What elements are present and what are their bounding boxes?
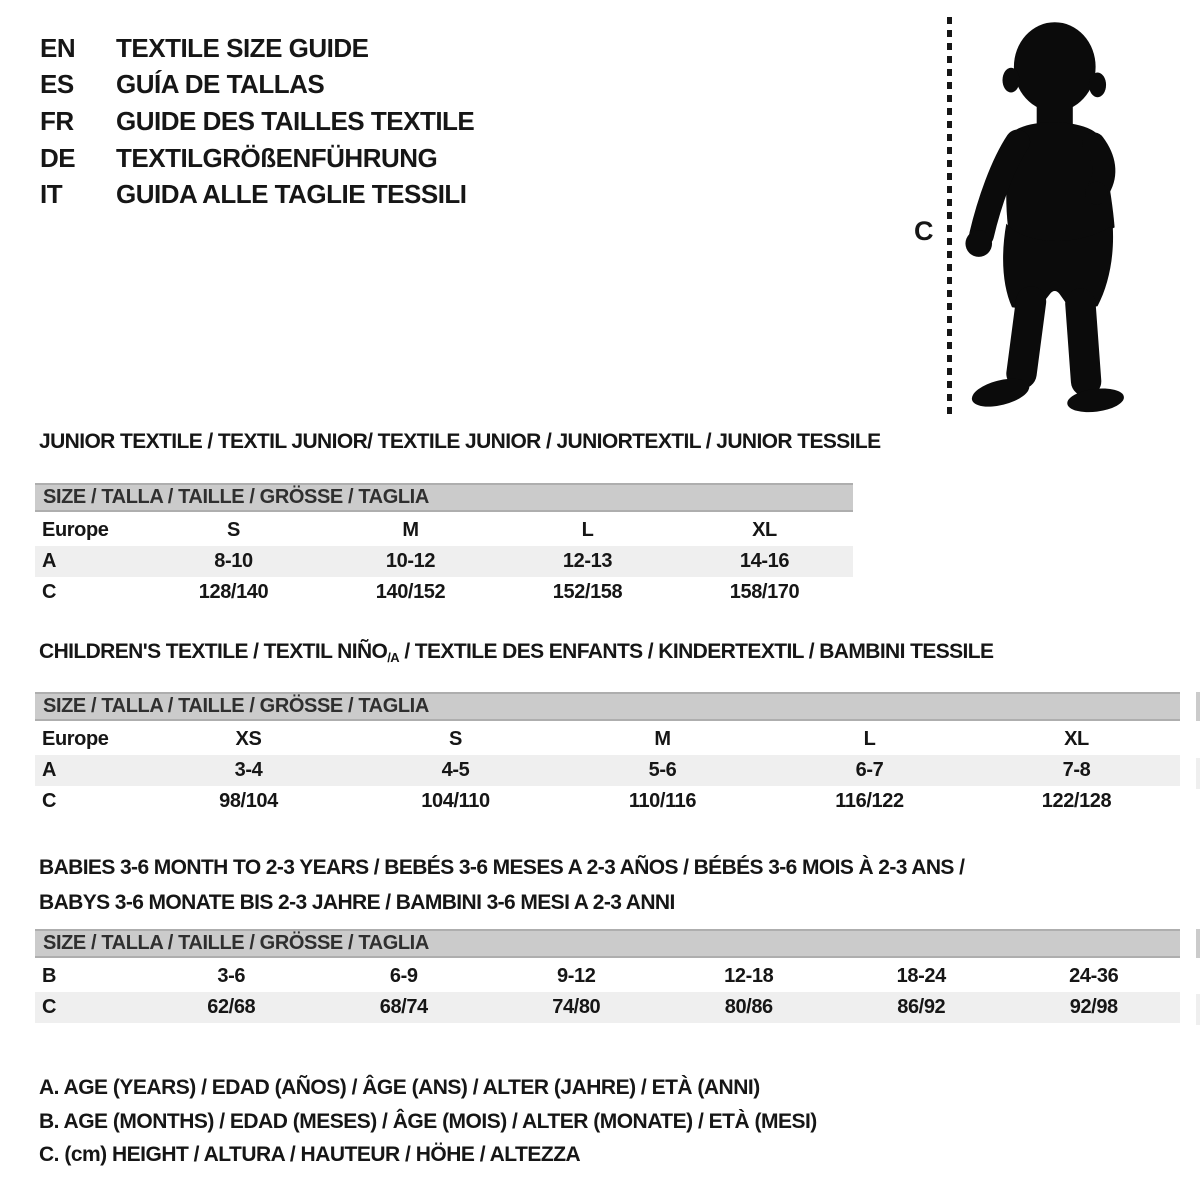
children-section-title xyxy=(39,640,993,665)
age-cell: 6-9 xyxy=(389,965,418,987)
children-title-suffix: / TEXTILE DES ENFANTS / KINDERTEXTIL / BAMBINI TESSILE xyxy=(399,640,994,663)
age-cell: 14-16 xyxy=(739,550,790,572)
language-row-fr xyxy=(40,103,474,140)
size-cell: M xyxy=(402,519,419,541)
language-row-en xyxy=(40,30,474,67)
height-cell: 140/152 xyxy=(375,581,446,603)
height-cell: 104/110 xyxy=(421,790,490,812)
children-size-table xyxy=(35,692,1180,817)
junior-section-title: JUNIOR TEXTILE / TEXTIL JUNIOR/ TEXTILE JUNIOR / JUNIORTEXTIL / JUNIOR TESSILE xyxy=(39,430,881,453)
size-cell: L xyxy=(863,728,876,750)
legend-line-c: C. (cm) HEIGHT / ALTURA / HAUTEUR / HÖHE / ALTEZZA xyxy=(39,1143,581,1166)
age-cell: 9-12 xyxy=(557,965,596,987)
size-cell: S xyxy=(449,728,462,750)
height-measure-dashed-line xyxy=(947,17,952,417)
table-row-height-cm xyxy=(35,992,1180,1023)
age-cell: 4-5 xyxy=(441,759,470,781)
height-cell: 116/122 xyxy=(835,790,904,812)
height-cell: 62/68 xyxy=(207,996,256,1018)
size-cell: XL xyxy=(1064,728,1089,750)
size-header-bar: SIZE / TALLA / TAILLE / GRÖSSE / TAGLIA xyxy=(35,692,1180,721)
row-label: Europe xyxy=(42,519,109,541)
junior-size-table xyxy=(35,483,853,608)
babies-title-line2: BABYS 3-6 MONATE BIS 2-3 JAHRE / BAMBINI 3-6 MESI A 2-3 ANNI xyxy=(39,891,675,914)
size-cell: XL xyxy=(752,519,777,541)
legend-line-b: B. AGE (MONTHS) / EDAD (MESES) / ÂGE (MOIS) / ALTER (MONATE) / ETÀ (MESI) xyxy=(39,1109,817,1133)
table-row-height-cm xyxy=(35,577,853,608)
height-cell: 110/116 xyxy=(628,790,697,812)
guide-title-fr: GUIDE DES TAILLES TEXTILE xyxy=(116,105,475,136)
height-measure-label: C xyxy=(914,216,934,246)
table-row-age-years xyxy=(35,755,1180,786)
size-cell: M xyxy=(654,728,671,750)
guide-title-en: TEXTILE SIZE GUIDE xyxy=(116,32,369,63)
size-cell: XS xyxy=(235,728,262,750)
height-cell: 158/170 xyxy=(729,581,800,603)
age-cell: 24-36 xyxy=(1069,965,1119,987)
height-cell: 80/86 xyxy=(724,996,773,1018)
age-cell: 12-18 xyxy=(724,965,774,987)
age-cell: 10-12 xyxy=(385,550,436,572)
age-cell: 8-10 xyxy=(214,550,253,572)
language-row-de xyxy=(40,140,474,177)
language-code: FR xyxy=(40,105,74,136)
row-label: A xyxy=(42,759,57,781)
table-row-age-months xyxy=(35,961,1180,992)
babies-section-title xyxy=(39,850,964,920)
height-cell: 74/80 xyxy=(552,996,601,1018)
cropped-table-edge-sliver xyxy=(1196,929,1200,958)
row-label: C xyxy=(42,790,57,812)
height-cell: 152/158 xyxy=(552,581,623,603)
age-cell: 7-8 xyxy=(1062,759,1091,781)
guide-title-es: GUÍA DE TALLAS xyxy=(116,69,325,100)
size-header-bar: SIZE / TALLA / TAILLE / GRÖSSE / TAGLIA xyxy=(35,483,853,512)
toddler-silhouette-icon xyxy=(955,14,1145,418)
age-cell: 18-24 xyxy=(896,965,946,987)
language-code: IT xyxy=(40,179,63,210)
row-label: C xyxy=(42,581,57,603)
language-code: ES xyxy=(40,69,74,100)
height-cell: 128/140 xyxy=(198,581,269,603)
age-cell: 6-7 xyxy=(855,759,884,781)
height-cell: 68/74 xyxy=(379,996,428,1018)
height-cell: 98/104 xyxy=(219,790,278,812)
row-label: C xyxy=(42,996,57,1018)
children-title-prefix: CHILDREN'S TEXTILE / TEXTIL NIÑO xyxy=(39,640,388,663)
cropped-table-edge-sliver xyxy=(1196,692,1200,721)
age-cell: 3-4 xyxy=(234,759,263,781)
table-row-age-years xyxy=(35,546,853,577)
cropped-table-edge-sliver xyxy=(1196,758,1200,789)
language-code: EN xyxy=(40,32,76,63)
size-header-bar: SIZE / TALLA / TAILLE / GRÖSSE / TAGLIA xyxy=(35,929,1180,958)
row-label: B xyxy=(42,965,57,987)
height-cell: 122/128 xyxy=(1041,790,1112,812)
language-header xyxy=(40,30,474,213)
table-row-europe xyxy=(35,515,853,546)
measurement-legend xyxy=(39,1071,817,1172)
table-row-height-cm xyxy=(35,786,1180,817)
language-row-it xyxy=(40,176,474,213)
table-row-europe xyxy=(35,724,1180,755)
language-row-es xyxy=(40,67,474,104)
language-code: DE xyxy=(40,142,76,173)
guide-title-de: TEXTILGRÖßENFÜHRUNG xyxy=(116,142,438,173)
row-label: A xyxy=(42,550,57,572)
height-cell: 86/92 xyxy=(897,996,946,1018)
row-label: Europe xyxy=(42,728,109,750)
age-cell: 3-6 xyxy=(217,965,246,987)
age-cell: 5-6 xyxy=(648,759,677,781)
babies-size-table xyxy=(35,929,1180,1023)
age-cell: 12-13 xyxy=(562,550,613,572)
size-cell: S xyxy=(227,519,240,541)
guide-title-it: GUIDA ALLE TAGLIE TESSILI xyxy=(116,179,467,210)
size-cell: L xyxy=(581,519,594,541)
babies-title-line1: BABIES 3-6 MONTH TO 2-3 YEARS / BEBÉS 3-6 MESES A 2-3 AÑOS / BÉBÉS 3-6 MOIS À 2-3 ANS / xyxy=(39,856,965,879)
height-cell: 92/98 xyxy=(1069,996,1118,1018)
cropped-table-edge-sliver xyxy=(1196,994,1200,1025)
children-title-sub: /A xyxy=(387,650,400,665)
legend-line-a: A. AGE (YEARS) / EDAD (AÑOS) / ÂGE (ANS) / ALTER (JAHRE) / ETÀ (ANNI) xyxy=(39,1076,760,1099)
